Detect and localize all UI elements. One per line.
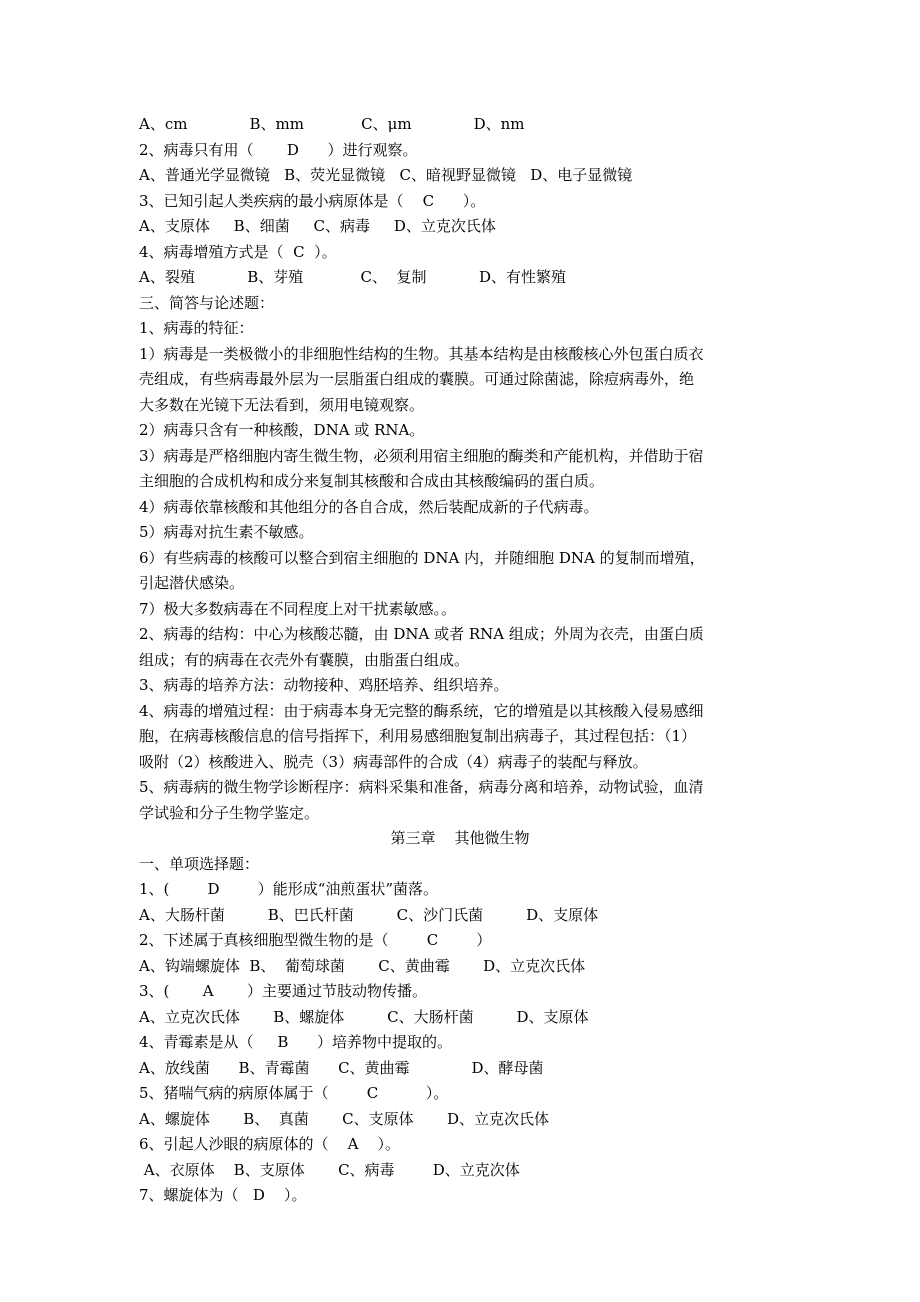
q-options-1: A、cm B、mm C、μm D、nm bbox=[139, 115, 525, 133]
text-line: 大多数在光镜下无法看到，须用电镜观察。 bbox=[139, 396, 425, 414]
text-line: 6）有些病毒的核酸可以整合到宿主细胞的 DNA 内，并随细胞 DNA 的复制而增殖， bbox=[139, 549, 705, 567]
text-line: 7）极大多数病毒在不同程度上对干扰素敏感。。 bbox=[139, 600, 457, 618]
text-line: 1）病毒是一类极微小的非细胞性结构的生物。其基本结构是由核酸核心外包蛋白质衣 bbox=[139, 345, 704, 363]
q-options-2: A、钩端螺旋体 B、 葡萄球菌 C、黄曲霉 D、立克次氏体 bbox=[139, 957, 586, 975]
q-options-3: A、立克次氏体 B、螺旋体 C、大肠杆菌 D、支原体 bbox=[139, 1008, 589, 1026]
text-line: 学试验和分子生物学鉴定。 bbox=[139, 804, 320, 822]
q-options-5: A、螺旋体 B、 真菌 C、支原体 D、立克次氏体 bbox=[139, 1110, 550, 1128]
text-line: 5、病毒病的微生物学诊断程序：病料采集和准备，病毒分离和培养，动物试验，血清 bbox=[139, 778, 704, 796]
text-line: 吸附（2）核酸进入、脱壳（3）病毒部件的合成（4）病毒子的装配与释放。 bbox=[139, 753, 648, 771]
question-1: 1、( D ）能形成“油煎蛋状”菌落。 bbox=[139, 880, 439, 898]
text-line: 壳组成，有些病毒最外层为一层脂蛋白组成的囊膜。可通过除菌滤，除痘病毒外，绝 bbox=[139, 370, 695, 388]
question-4: 4、青霉素是从（ B ）培养物中提取的。 bbox=[139, 1033, 453, 1051]
text-line: 2）病毒只含有一种核酸，DNA 或 RNA。 bbox=[139, 421, 425, 439]
text-line: 1、病毒的特征： bbox=[139, 319, 254, 337]
q-options-2: A、普通光学显微镜 B、荧光显微镜 C、暗视野显微镜 D、电子显微镜 bbox=[139, 166, 633, 184]
text-line: 2、病毒的结构：中心为核酸芯髓，由 DNA 或者 RNA 组成；外周为衣壳，由蛋白质 bbox=[139, 625, 704, 643]
q-options-4: A、放线菌 B、青霉菌 C、黄曲霉 D、酵母菌 bbox=[139, 1059, 544, 1077]
text-line: 4）病毒依靠核酸和其他组分的各自合成，然后装配成新的子代病毒。 bbox=[139, 498, 599, 516]
section-heading: 三、简答与论述题： bbox=[139, 294, 275, 312]
q-options-1: A、大肠杆菌 B、巴氏杆菌 C、沙门氏菌 D、支原体 bbox=[139, 906, 599, 924]
q-options-4: A、裂殖 B、芽殖 C、 复制 D、有性繁殖 bbox=[139, 268, 567, 286]
text-line: 主细胞的合成机构和成分来复制其核酸和合成由其核酸编码的蛋白质。 bbox=[139, 472, 605, 490]
text-line: 胞，在病毒核酸信息的信号指挥下，利用易感细胞复制出病毒子，其过程包括：（1） bbox=[139, 727, 697, 745]
q-options-6: A、衣原体 B、支原体 C、病毒 D、立克次体 bbox=[139, 1161, 520, 1179]
q-options-3: A、支原体 B、细菌 C、病毒 D、立克次氏体 bbox=[139, 217, 496, 235]
text-line: 5）病毒对抗生素不敏感。 bbox=[139, 523, 314, 541]
question-7: 7、螺旋体为（ D ）。 bbox=[139, 1186, 307, 1204]
text-line: 4、病毒的增殖过程：由于病毒本身无完整的酶系统，它的增殖是以其核酸入侵易感细 bbox=[139, 702, 704, 720]
question-2: 2、下述属于真核细胞型微生物的是（ C ） bbox=[139, 931, 492, 949]
text-line: 引起潜伏感染。 bbox=[139, 574, 245, 592]
text-line: 3）病毒是严格细胞内寄生微生物，必须利用宿主细胞的酶类和产能机构，并借助于宿 bbox=[139, 447, 704, 465]
text-line: 3、病毒的培养方法：动物接种、鸡胚培养、组织培养。 bbox=[139, 676, 509, 694]
question-3: 3、已知引起人类疾病的最小病原体是（ C ）。 bbox=[139, 192, 486, 210]
question-3: 3、( A ）主要通过节肢动物传播。 bbox=[139, 982, 427, 1000]
question-4: 4、病毒增殖方式是（ C ）。 bbox=[139, 243, 337, 261]
chapter-title: 第三章 其他微生物 bbox=[390, 829, 530, 847]
section-heading: 一、单项选择题： bbox=[139, 855, 260, 873]
question-6: 6、引起人沙眼的病原体的（ A ）。 bbox=[139, 1135, 401, 1153]
question-5: 5、猪喘气病的病原体属于（ C ）。 bbox=[139, 1084, 449, 1102]
question-2: 2、病毒只有用（ D ）进行观察。 bbox=[139, 141, 418, 159]
text-line: 组成；有的病毒在衣壳外有囊膜，由脂蛋白组成。 bbox=[139, 651, 470, 669]
